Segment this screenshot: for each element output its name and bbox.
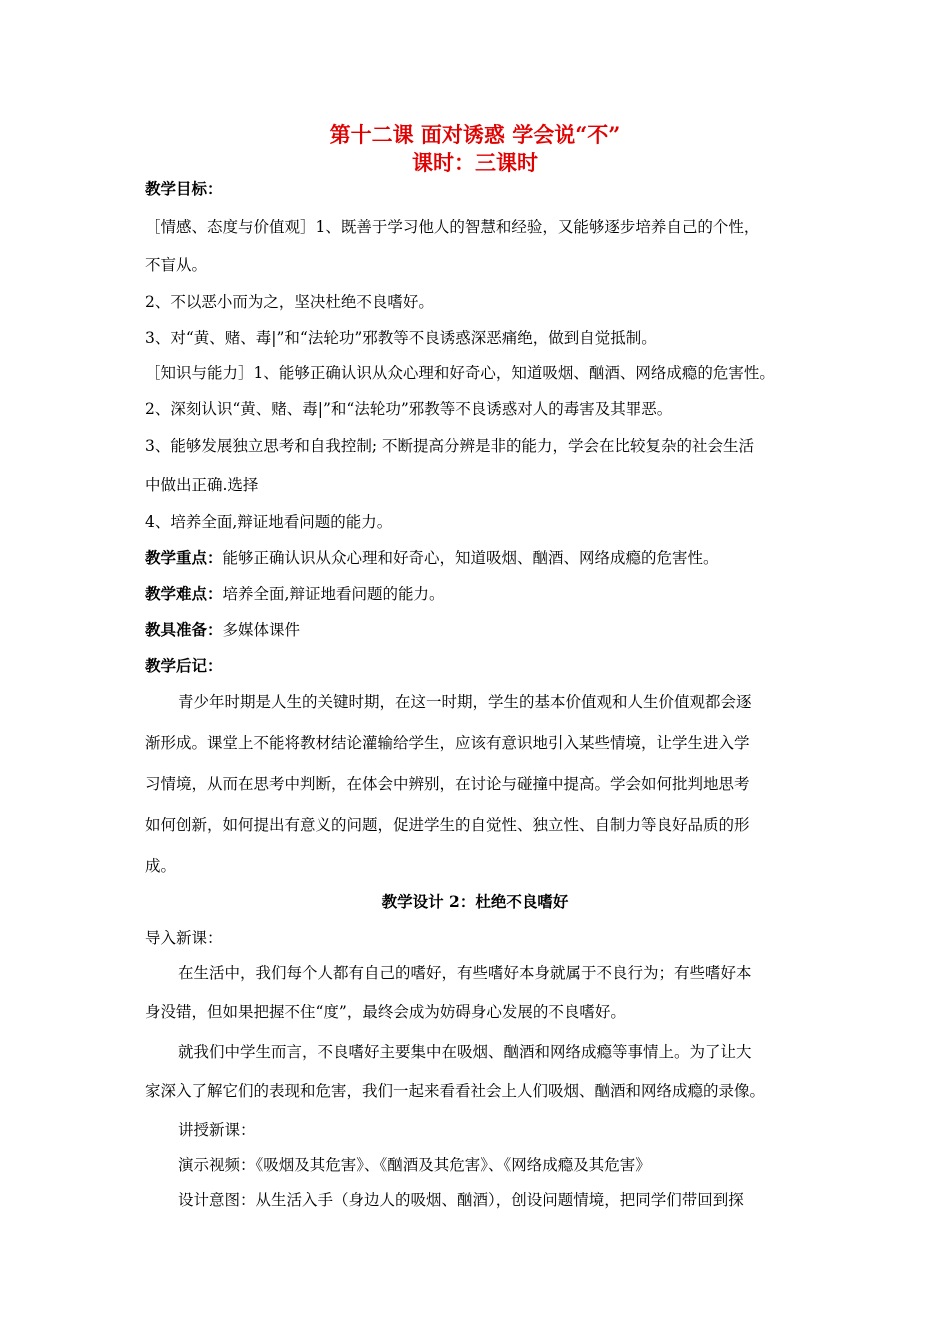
intro-paragraph-line: 身没错，但如果把握不住“度”，最终会成为妨碍身心发展的不良嗜好。 — [145, 1003, 626, 1021]
objective-line: 2、不以恶小而为之，坚决杜绝不良嗜好。 — [145, 293, 434, 311]
postscript-line: 成。 — [145, 857, 177, 875]
objective-line: 不盲从。 — [145, 256, 208, 274]
objective-line: 3、能够发展独立思考和自我控制; 不断提高分辨是非的能力，学会在比较复杂的社会生活 — [145, 437, 755, 455]
intro-paragraph-line: 家深入了解它们的表现和危害，我们一起来看看社会上人们吸烟、酗酒和网络成瘾的录像。 — [145, 1082, 766, 1100]
tools-label: 教具准备： — [145, 620, 223, 639]
lecture-label: 讲授新课： — [178, 1121, 256, 1139]
intent-line: 设计意图：从生活入手（身边人的吸烟、酗酒），创设问题情境，把同学们带回到探 — [178, 1191, 744, 1209]
postscript-line: 渐形成。课堂上不能将教材结论灌输给学生，应该有意识地引入某些情境，让学生进入学 — [145, 734, 750, 752]
key-point-row — [145, 547, 719, 569]
lesson-title: 第十二课 面对诱惑 学会说“不” — [329, 122, 621, 147]
lesson-duration: 课时：三课时 — [412, 150, 538, 175]
postscript-heading: 教学后记： — [145, 656, 223, 675]
postscript-line: 如何创新，如何提出有意义的问题，促进学生的自觉性、独立性、自制力等良好品质的形 — [145, 816, 750, 834]
difficulty-label: 教学难点： — [145, 584, 223, 603]
objective-line: 2、深刻认识“黄、赌、毒|”和“法轮功”邪教等不良诱惑对人的毒害及其罪恶。 — [145, 400, 673, 418]
intro-paragraph-line: 就我们中学生而言，不良嗜好主要集中在吸烟、酗酒和网络成瘾等事情上。为了让大 — [178, 1043, 752, 1061]
postscript-line: 青少年时期是人生的关键时期，在这一时期，学生的基本价值观和人生价值观都会逐 — [178, 693, 752, 711]
key-point-text: 能够正确认识从众心理和好奇心，知道吸烟、酗酒、网络成瘾的危害性。 — [222, 549, 719, 567]
objective-line: 4、培养全面,辩证地看问题的能力。 — [145, 513, 393, 531]
objectives-heading: 教学目标： — [145, 179, 223, 198]
design-heading: 教学设计 2：杜绝不良嗜好 — [381, 892, 569, 911]
difficulty-row — [145, 583, 444, 605]
difficulty-text: 培养全面,辩证地看问题的能力。 — [222, 585, 445, 603]
intro-paragraph-line: 在生活中，我们每个人都有自己的嗜好，有些嗜好本身就属于不良行为；有些嗜好本 — [178, 964, 752, 982]
objective-line: ［知识与能力］1、能够正确认识从众心理和好奇心，知道吸烟、酗酒、网络成瘾的危害性。 — [145, 364, 775, 382]
postscript-line: 习情境，从而在思考中判断，在体会中辨别，在讨论与碰撞中提高。学会如何批判地思考 — [145, 775, 750, 793]
objective-line: ［情感、态度与价值观］1、既善于学习他人的智慧和经验，又能够逐步培养自己的个性， — [145, 218, 760, 236]
intro-label: 导入新课： — [145, 929, 223, 947]
video-line: 演示视频：《吸烟及其危害》、《酗酒及其危害》、《网络成瘾及其危害》 — [178, 1156, 651, 1174]
tools-row — [145, 619, 300, 641]
tools-text: 多媒体课件 — [222, 621, 301, 639]
objective-line: 3、对“黄、赌、毒|”和“法轮功”邪教等不良诱惑深恶痛绝，做到自觉抵制。 — [145, 329, 657, 347]
objective-line: 中做出正确.选择 — [145, 476, 259, 494]
key-point-label: 教学重点： — [145, 548, 223, 567]
